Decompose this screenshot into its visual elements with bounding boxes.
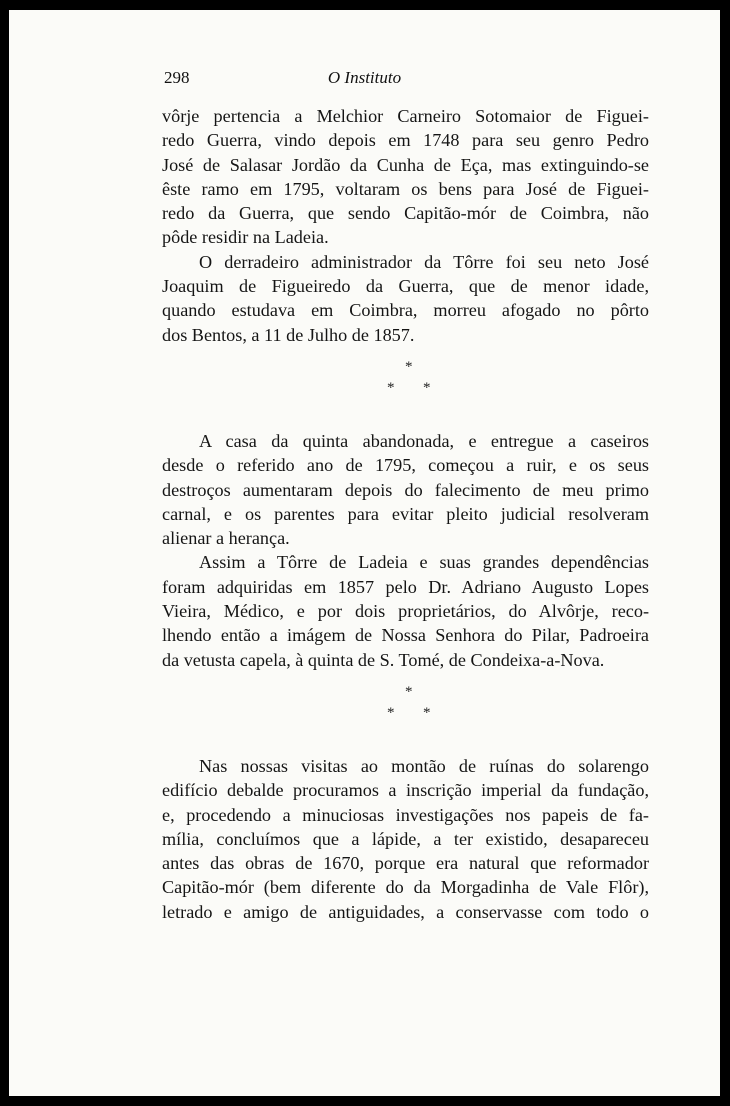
text-line: antes das obras de 1670, porque era natural que reformador [162, 853, 649, 874]
text-line: redo da Guerra, que sendo Capitão-mór de Coimbra, não [162, 203, 649, 224]
book-page [9, 10, 720, 1096]
text-line: Capitão-mór (bem diferente do da Morgadinha de Vale Flôr), [162, 877, 649, 898]
text-line: carnal, e os parentes para evitar pleito judicial resolveram [162, 503, 649, 524]
text-line: Nas nossas visitas ao montão de ruínas do solarengo [199, 755, 649, 776]
body-text [162, 104, 649, 924]
running-header [9, 68, 720, 98]
text-line: A casa da quinta abandonada, e entregue a caseiros [199, 430, 649, 451]
text-line: dos Bentos, a 11 de Julho de 1857. [162, 324, 415, 345]
asterism-star: * [423, 379, 431, 396]
section-asterism [162, 672, 649, 748]
text-line: vôrje pertencia a Melchior Carneiro Sotomaior de Figuei- [162, 106, 649, 126]
paragraph [162, 250, 649, 347]
text-line: Assim a Tôrre de Ladeia e suas grandes dependências [199, 552, 649, 573]
text-line: foram adquiridas em 1857 pelo Dr. Adriano Augusto Lopes [162, 576, 649, 597]
text-line: desde o referido ano de 1795, começou a ruir, e os seus [162, 455, 649, 476]
text-line: O derradeiro administrador da Tôrre foi seu neto José [199, 251, 649, 272]
text-line: alienar a herança. [162, 528, 290, 549]
text-line: José de Salasar Jordão da Cunha de Eça, mas extinguindo-se [162, 154, 649, 175]
text-line: pôde residir na Ladeia. [162, 227, 329, 248]
paragraph [162, 754, 649, 924]
text-line: letrado e amigo de antiguidades, a conservasse com todo o [162, 901, 649, 922]
asterism-star: * [423, 704, 431, 721]
section-asterism [162, 347, 649, 423]
text-line: Joaquim de Figueiredo da Guerra, que de menor idade, [162, 276, 649, 297]
paragraph [162, 429, 649, 550]
text-line: quando estudava em Coimbra, morreu afogado no pôrto [162, 300, 649, 321]
text-line: Vieira, Médico, e por dois proprietários, do Alvôrje, reco- [162, 601, 649, 622]
text-line: da vetusta capela, à quinta de S. Tomé, de Condeixa-a-Nova. [162, 649, 605, 670]
asterism-star: * [405, 683, 413, 700]
text-line: mília, concluímos que a lápide, a ter existido, desapareceu [162, 828, 649, 849]
page-number: 298 [164, 68, 190, 87]
text-line: êste ramo em 1795, voltaram os bens para José de Figuei- [162, 178, 649, 199]
text-line: e, procedendo a minuciosas investigações nos papeis de fa- [162, 804, 649, 825]
text-line: destroços aumentaram depois do falecimento de meu primo [162, 479, 649, 500]
asterism-star: * [387, 704, 395, 721]
paragraph [162, 550, 649, 671]
asterism-star: * [387, 379, 395, 396]
paragraph [162, 104, 649, 250]
asterism-star: * [405, 358, 413, 375]
journal-title: O Instituto [327, 68, 402, 87]
text-line: edifício debalde procuramos a inscrição imperial da fundação, [162, 780, 649, 801]
text-line: lhendo então a imágem de Nossa Senhora do Pilar, Padroeira [162, 625, 649, 646]
text-line: redo Guerra, vindo depois em 1748 para seu genro Pedro [162, 130, 649, 151]
